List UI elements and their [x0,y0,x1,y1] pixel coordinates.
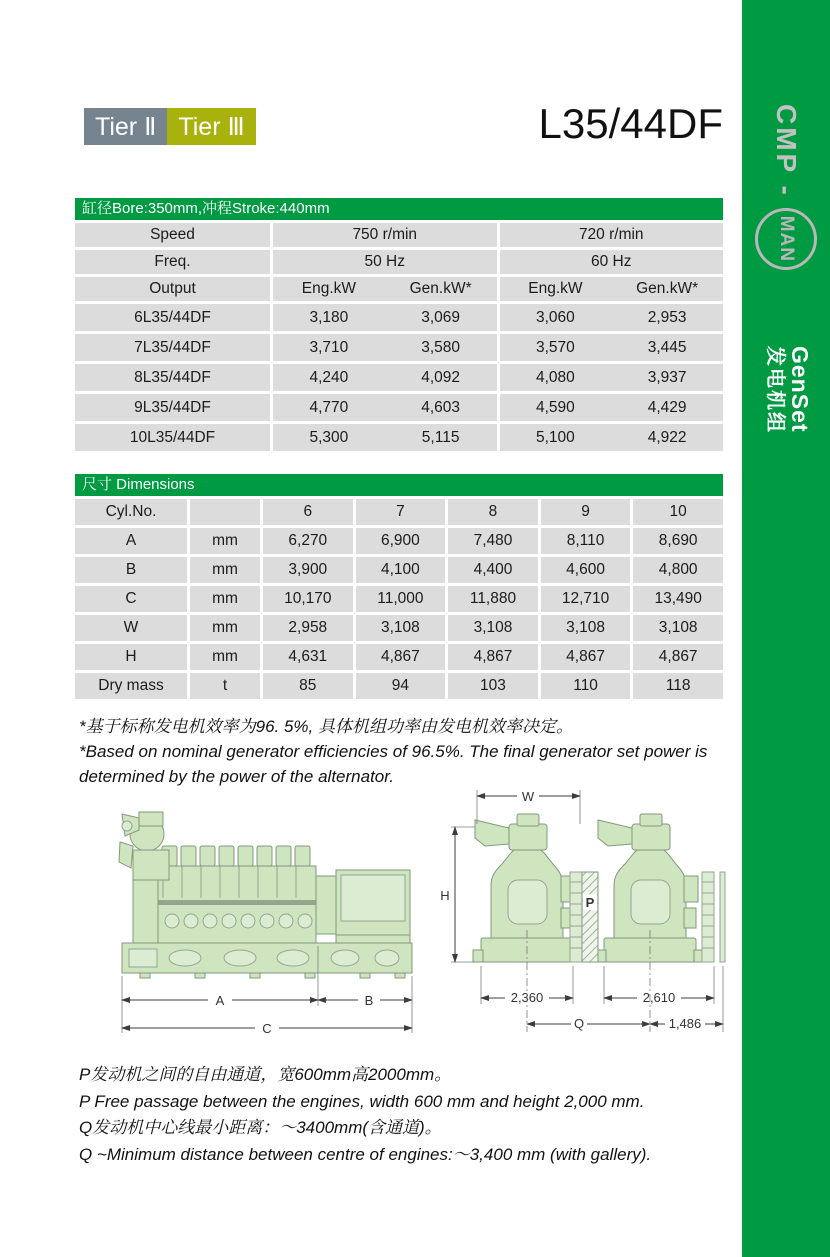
col-header-9: 9 [541,499,631,525]
dimension-value-cell: 4,400 [448,557,538,583]
subhead-gen-50: Gen.kW* [409,280,472,297]
dimension-value-cell: 110 [541,673,631,699]
output-value: 3,580 [421,338,461,356]
output-values-cell [273,424,497,451]
output-values-cell [500,364,724,391]
engine-model-cell: 8L35/44DF [75,364,270,391]
output-value: 4,080 [535,368,575,386]
passage-notes [79,1062,739,1168]
output-table [75,198,723,451]
col-header-6: 6 [263,499,353,525]
tier-badges [84,108,256,145]
dimension-value-cell: 4,867 [356,644,446,670]
output-table-row [75,424,723,451]
output-value: 4,240 [309,368,349,386]
dimension-value-cell: 7,480 [448,528,538,554]
output-values-cell [500,424,724,451]
freq-60: 60 Hz [500,250,724,274]
dimensions-table-row [75,673,723,699]
output-values-cell [500,304,724,331]
dimension-label-cell: Dry mass [75,673,187,699]
dimension-value-cell: 4,600 [541,557,631,583]
dimension-value-cell: 4,867 [448,644,538,670]
output-value: 3,069 [421,308,461,326]
output-value: 4,092 [421,368,461,386]
engine-dimension-diagram [75,780,730,1070]
speed-label: Speed [75,223,270,247]
engine-model-cell: 10L35/44DF [75,424,270,451]
dim-label-q: Q [573,1016,585,1031]
dimension-value-cell: 3,900 [263,557,353,583]
engine-side-view [119,812,412,978]
output-value: 4,922 [647,428,687,446]
dimension-value-cell: 2,958 [263,615,353,641]
cylno-row [75,499,723,525]
note-p-cn: P发动机之间的自由通道，宽600mm高2000mm。 [79,1065,452,1084]
output-table-row [75,394,723,421]
speed-row [75,223,723,247]
dimension-value-cell: 4,867 [633,644,723,670]
note-p-en: P Free passage between the engines, width 600 mm and height 2,000 mm. [79,1091,645,1111]
dimension-unit-cell: t [190,673,260,699]
dimension-value-cell: 12,710 [541,586,631,612]
footnote-en: *Based on nominal generator efficiencies of 96.5%. The final generator set power is determined by the power of the alternator. [79,742,708,786]
speed-750: 750 r/min [273,223,497,247]
dimension-value-cell: 3,108 [633,615,723,641]
dimension-value-cell: 4,800 [633,557,723,583]
note-q-cn: Q发动机中心线最小距离：～3400mm(含通道)。 [79,1118,442,1137]
footnote-cn: *基于标称发电机效率为96. 5%, 具体机组功率由发电机效率决定。 [79,717,573,736]
dimension-value-cell: 4,631 [263,644,353,670]
output-value: 5,115 [421,428,460,446]
dimension-value-cell: 103 [448,673,538,699]
output-value: 3,060 [535,308,575,326]
output-value: 4,603 [421,398,461,416]
note-q-en: Q ~Minimum distance between centre of engines:～3,400 mm (with gallery). [79,1144,652,1164]
output-value: 4,590 [535,398,575,416]
dimension-label-cell: B [75,557,187,583]
output-table-row [75,364,723,391]
engine-model-cell: 7L35/44DF [75,334,270,361]
dimension-value-cell: 6,270 [263,528,353,554]
subheads-60hz [500,277,724,301]
dimension-unit-cell: mm [190,586,260,612]
col-header-10: 10 [633,499,723,525]
cylno-label: Cyl.No. [75,499,187,525]
output-value: 3,570 [535,338,575,356]
dimension-value-cell: 3,108 [541,615,631,641]
output-value: 3,180 [309,308,349,326]
dim-label-h: H [440,888,450,903]
dimensions-table-row [75,528,723,554]
subhead-eng-50: Eng.kW [301,280,356,297]
cmp-brand-text: CMP - [771,104,802,198]
output-table-row [75,334,723,361]
freq-50: 50 Hz [273,250,497,274]
subhead-gen-60: Gen.kW* [636,280,699,297]
man-logo: MAN [755,208,817,270]
dimension-value-cell: 94 [356,673,446,699]
output-values-cell [273,364,497,391]
dimension-unit-cell: mm [190,528,260,554]
dimension-unit-cell: mm [190,557,260,583]
output-value: 4,429 [647,398,687,416]
dim-label-a: A [215,993,225,1008]
output-values-cell [500,394,724,421]
genset-label-en: GenSet [787,346,813,433]
dimension-value-cell: 3,108 [356,615,446,641]
dim-label-c: C [262,1021,272,1036]
dimension-value-cell: 6,900 [356,528,446,554]
tier3-badge: Tier Ⅲ [167,108,255,145]
output-table-row [75,304,723,331]
dimension-value-cell: 8,110 [541,528,631,554]
output-table-body [75,304,723,451]
dimension-value-cell: 3,108 [448,615,538,641]
dimension-label-cell: A [75,528,187,554]
output-value: 3,937 [647,368,687,386]
tier2-badge: Tier Ⅱ [84,108,167,145]
dimension-value-cell: 13,490 [633,586,723,612]
output-value: 5,100 [535,428,575,446]
dim-offset-right: 1,486 [668,1016,702,1031]
dimension-value-cell: 8,690 [633,528,723,554]
dimension-value-cell: 4,867 [541,644,631,670]
dimension-value-cell: 11,000 [356,586,446,612]
output-value: 5,300 [309,428,349,446]
dimension-value-cell: 10,170 [263,586,353,612]
engine-end-view [473,814,725,962]
dimension-unit-cell: mm [190,644,260,670]
brand-lockup [753,104,819,270]
dimensions-table-row [75,586,723,612]
engine-model-cell: 9L35/44DF [75,394,270,421]
output-values-cell [273,394,497,421]
dimensions-table-body [75,528,723,699]
genset-label [762,346,812,434]
col-header-7: 7 [356,499,446,525]
generator-efficiency-footnote [79,714,731,789]
genset-label-cn: 发电机组 [764,346,786,434]
output-values-cell [273,334,497,361]
freq-row [75,250,723,274]
output-subhead-row [75,277,723,301]
subhead-eng-60: Eng.kW [528,280,583,297]
dimensions-table-row [75,557,723,583]
bore-stroke-header: 缸径Bore:350mm,冲程Stroke:440mm [75,198,723,220]
dimensions-table [75,474,723,699]
dimension-value-cell: 4,100 [356,557,446,583]
output-value: 3,710 [309,338,349,356]
page-title: L35/44DF [538,100,723,147]
dimensions-table-row [75,644,723,670]
dimension-value-cell: 11,880 [448,586,538,612]
dim-label-p: P [585,895,595,910]
dimensions-table-row [75,615,723,641]
dimension-label-cell: C [75,586,187,612]
output-values-cell [500,334,724,361]
dimension-label-cell: W [75,615,187,641]
subheads-50hz [273,277,497,301]
unit-header-cell [190,499,260,525]
engine-model-cell: 6L35/44DF [75,304,270,331]
dimension-label-cell: H [75,644,187,670]
dim-span-right: 2,610 [642,990,676,1005]
dimensions-header: 尺寸 Dimensions [75,474,723,496]
output-value: 2,953 [647,308,687,326]
dimension-value-cell: 118 [633,673,723,699]
output-value: 3,445 [647,338,687,356]
dim-label-b: B [364,993,374,1008]
speed-720: 720 r/min [500,223,724,247]
dimension-unit-cell: mm [190,615,260,641]
dimension-value-cell: 85 [263,673,353,699]
freq-label: Freq. [75,250,270,274]
output-value: 4,770 [309,398,349,416]
col-header-8: 8 [448,499,538,525]
dim-span-left: 2,360 [510,990,544,1005]
dim-label-w: W [521,789,535,804]
output-values-cell [273,304,497,331]
output-label: Output [75,277,270,301]
brand-sidebar [742,0,830,1257]
